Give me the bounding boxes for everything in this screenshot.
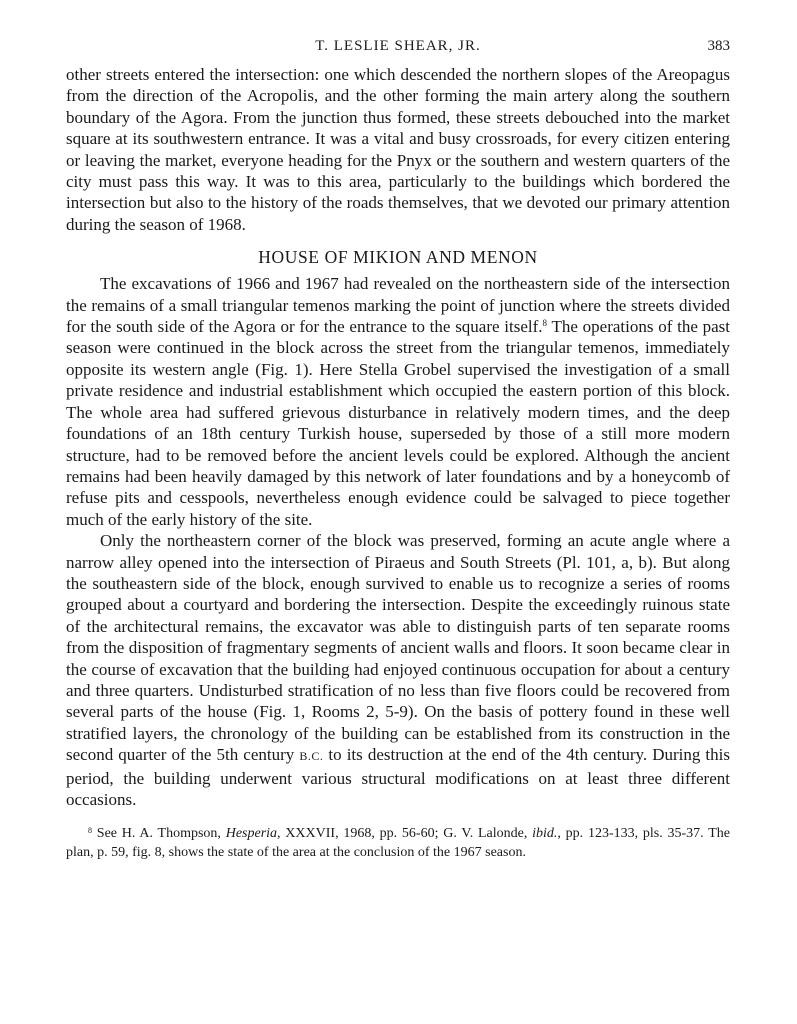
paragraph-2-text-b: The operations of the past season were continued in the block across the street from the triangular temenos, immediately opposite its western angle (Fig. 1). Here Stella Grobel supervised the investigation of a small private residence and industrial establishment which occupied the eastern portion of this block. The whole area had suffered grievous disturbance in relatively modern times, and the deep foundations of an 18th century Turkish house, superseded by those of a still more modern structure, had to be removed before the ancient levels could be explored. Although the ancient remains had been heavily damaged by this network of later foundations and by a honeycomb of refuse pits and cesspools, nevertheless enough evidence could be salvaged to piece together much of the early history of the site. <box>66 317 730 529</box>
page <box>66 38 730 862</box>
footnote-ibid: ibid. <box>532 826 558 842</box>
footnote-text-a: See H. A. Thompson, <box>92 826 226 842</box>
paragraph-1: other streets entered the intersection: one which descended the northern slopes of the Areopagus from the direction of the Acropolis, and the other forming the main artery along the southern boundary of the Agora. From the junction thus formed, these streets debouched into the market square at its southwestern entrance. It was a vital and busy crossroads, for every citizen entering or leaving the market, everyone heading for the Pnyx or the southern and western quarters of the city must pass this way. It was to this area, particularly to the buildings which bordered the intersection but also to the history of the roads themselves, that we devoted our primary attention during the season of 1968. <box>66 65 730 234</box>
section-heading: HOUSE OF MIKION AND MENON <box>258 247 538 268</box>
footnote-text-b: , XXXVII, 1968, pp. 56-60; G. V. Lalonde, <box>277 826 533 842</box>
footnote <box>66 824 730 862</box>
paragraph-2-text-a: The excavations of 1966 and 1967 had revealed on the northeastern side of the intersection the remains of a small triangular temenos marking the point of junction where the streets divided for the south side of the Agora or for the entrance to the square itself. <box>66 274 730 337</box>
footnote-marker: 8 <box>88 826 92 836</box>
paragraph-2 <box>66 273 730 530</box>
running-head <box>66 38 730 64</box>
page-number: 383 <box>707 38 730 54</box>
running-head-author: T. LESLIE SHEAR, JR. <box>315 38 481 54</box>
era-abbreviation: B.C. <box>299 749 324 764</box>
footnote-journal: Hesperia <box>225 826 278 842</box>
paragraph-3-text-b: to its destruction at the end of the 4th century. During this period, the building underwent various structural modifications on at least three different occasions. <box>66 745 730 809</box>
footnote-text-c: , pp. 123-133, pls. 35-37. The plan, p. 59, fig. 8, shows the state of the area at the conclusion of the 1967 season. <box>66 826 730 861</box>
footnote-reference[interactable]: 8 <box>542 318 548 329</box>
paragraph-3-text-a: Only the northeastern corner of the block was preserved, forming an acute angle where a narrow alley opened into the intersection of Piraeus and South Streets (Pl. 101, a, b). But along the southeastern side of the block, enough survived to enable us to recognize a series of rooms grouped about a courtyard and bordering the intersection. Despite the exceedingly ruinous state of the architectural remains, the excavator was able to distinguish parts of ten separate rooms from the disposition of fragmentary segments of ancient walls and floors. It soon became clear in the course of excavation that the building had enjoyed continuous occupation for about a century and three quarters. Undisturbed stratification of no less than five floors could be recovered from several parts of the house (Fig. 1, Rooms 2, 5-9). On the basis of pottery found in these well stratified layers, the chronology of the building can be established from its construction in the second quarter of the 5th century <box>66 531 730 765</box>
body-text <box>66 64 730 810</box>
paragraph-3 <box>66 530 730 810</box>
